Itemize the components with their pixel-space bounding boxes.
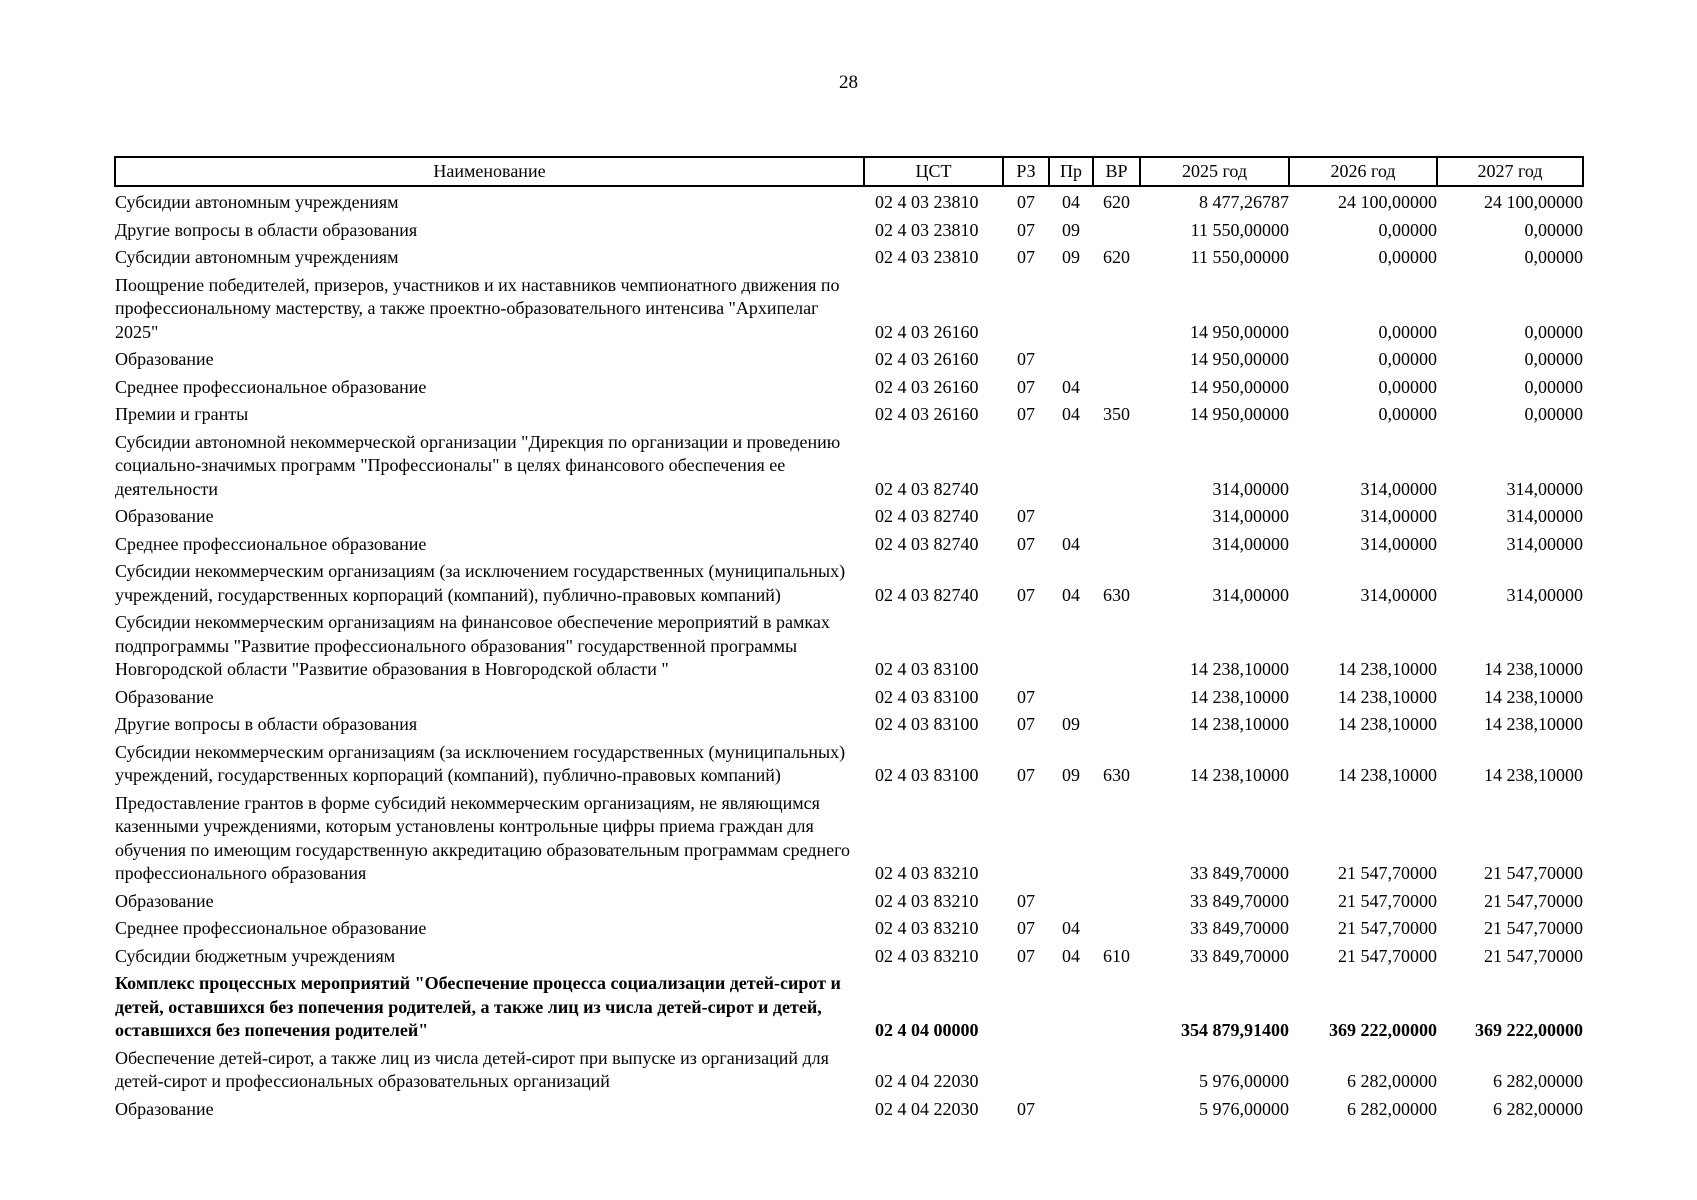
header-cst: ЦСТ — [864, 157, 1003, 186]
row-2025: 314,00000 — [1212, 506, 1289, 526]
table-row — [115, 1043, 1583, 1094]
table-row — [115, 607, 1583, 682]
row-cst: 02 4 03 82740 — [875, 584, 979, 605]
row-cst: 02 4 03 83100 — [875, 659, 979, 679]
row-vr — [1093, 607, 1140, 682]
row-cst: 02 4 03 23810 — [875, 219, 979, 240]
row-rz: 07 — [1017, 714, 1035, 734]
row-name: Субсидии некоммерческим организациям (за исключением государственных (муниципальных) учреждений, государственных корпораций (компаний), публично-правовых компаний) — [115, 561, 846, 605]
row-rz: 07 — [1017, 765, 1035, 785]
row-cst: 02 4 03 83100 — [875, 765, 979, 785]
row-name: Комплекс процессных мероприятий "Обеспечение процесса социализации детей-сирот и детей, оставшихся без попечения родителей, а также лиц из числа детей-сирот и детей, оставшихся без попечения родителей" — [115, 973, 841, 1040]
row-vr: 350 — [1103, 404, 1130, 424]
row-rz — [1003, 270, 1049, 345]
row-vr — [1093, 501, 1140, 529]
row-name: Субсидии автономной некоммерческой организации "Дирекция по организации и проведению социально-значимых программ "Профессионалы" в целях финансового обеспечения ее деятельности — [115, 431, 841, 499]
row-2025: 14 950,00000 — [1190, 404, 1289, 424]
row-vr — [1093, 529, 1140, 557]
row-2025: 14 950,00000 — [1190, 376, 1289, 397]
row-vr — [1093, 682, 1140, 710]
table-row — [115, 1094, 1583, 1122]
row-pr — [1049, 270, 1093, 345]
row-cst: 02 4 03 26160 — [875, 321, 979, 342]
row-2027: 0,00000 — [1524, 247, 1583, 267]
table-row — [115, 529, 1583, 557]
row-pr: 09 — [1062, 247, 1080, 267]
row-rz: 07 — [1017, 192, 1035, 212]
row-rz: 07 — [1017, 349, 1035, 369]
row-2026: 21 547,70000 — [1338, 918, 1437, 938]
table-row — [115, 215, 1583, 243]
header-2027: 2027 год — [1437, 157, 1583, 186]
page-number: 28 — [839, 72, 858, 93]
row-rz — [1003, 968, 1049, 1043]
row-cst: 02 4 03 83210 — [875, 890, 979, 911]
header-2025: 2025 год — [1140, 157, 1289, 186]
row-name: Субсидии бюджетным учреждениям — [115, 945, 396, 966]
row-vr — [1093, 913, 1140, 941]
row-2025: 33 849,70000 — [1190, 890, 1289, 911]
row-2025: 33 849,70000 — [1190, 945, 1289, 966]
table-row — [115, 344, 1583, 372]
row-vr — [1093, 344, 1140, 372]
table-row — [115, 788, 1583, 886]
row-vr — [1093, 709, 1140, 737]
row-2025: 33 849,70000 — [1190, 918, 1289, 938]
row-2026: 14 238,10000 — [1338, 765, 1437, 785]
table-row — [115, 427, 1583, 502]
table-row — [115, 242, 1583, 270]
row-vr — [1093, 270, 1140, 345]
table-row — [115, 737, 1583, 788]
row-rz: 07 — [1017, 533, 1035, 554]
row-2025: 314,00000 — [1212, 584, 1289, 605]
header-name: Наименование — [115, 157, 864, 186]
row-2027: 14 238,10000 — [1484, 714, 1583, 734]
row-2026: 0,00000 — [1378, 247, 1437, 267]
row-pr: 04 — [1062, 376, 1080, 397]
row-2027: 314,00000 — [1506, 506, 1583, 526]
table-row — [115, 968, 1583, 1043]
row-cst: 02 4 04 22030 — [875, 1098, 979, 1119]
row-name: Поощрение победителей, призеров, участников и их наставников чемпионатного движения по профессиональному мастерству, а также проектно-образовательного интенсива "Архипелаг 2025" — [115, 274, 840, 342]
row-2026: 0,00000 — [1378, 376, 1437, 397]
table-row — [115, 501, 1583, 529]
row-2027: 14 238,10000 — [1484, 686, 1583, 707]
row-2026: 14 238,10000 — [1338, 659, 1437, 679]
row-2025: 11 550,00000 — [1190, 247, 1289, 267]
row-2026: 0,00000 — [1378, 349, 1437, 369]
row-2027: 0,00000 — [1524, 321, 1583, 342]
budget-table — [114, 156, 1584, 1121]
row-2027: 369 222,00000 — [1475, 1020, 1583, 1040]
row-vr — [1093, 788, 1140, 886]
row-cst: 02 4 03 26160 — [875, 376, 979, 397]
table-row — [115, 270, 1583, 345]
row-pr — [1049, 788, 1093, 886]
row-rz: 07 — [1017, 890, 1035, 911]
row-2026: 6 282,00000 — [1347, 1098, 1437, 1119]
row-vr: 630 — [1103, 584, 1130, 605]
row-name: Среднее профессиональное образование — [115, 918, 427, 938]
row-cst: 02 4 03 83210 — [875, 918, 979, 938]
row-cst: 02 4 03 83100 — [875, 714, 979, 734]
row-cst: 02 4 03 82740 — [875, 478, 979, 499]
row-cst: 02 4 03 26160 — [875, 404, 979, 424]
row-2027: 0,00000 — [1524, 349, 1583, 369]
row-vr — [1093, 427, 1140, 502]
row-name: Образование — [115, 349, 214, 369]
row-2025: 14 238,10000 — [1190, 765, 1289, 785]
row-name: Другие вопросы в области образования — [115, 219, 418, 240]
row-rz: 07 — [1017, 506, 1035, 526]
row-2027: 21 547,70000 — [1484, 918, 1583, 938]
row-name: Образование — [115, 1098, 214, 1119]
row-name: Среднее профессиональное образование — [115, 376, 427, 397]
table-row — [115, 399, 1583, 427]
table-row — [115, 709, 1583, 737]
row-pr: 04 — [1062, 404, 1080, 424]
row-vr — [1093, 372, 1140, 400]
row-cst: 02 4 03 23810 — [875, 192, 979, 212]
row-name: Обеспечение детей-сирот, а также лиц из числа детей-сирот при выпуске из организаций для детей-сирот и профессиональных образовательных организаций — [115, 1047, 829, 1091]
table-row — [115, 941, 1583, 969]
table-row — [115, 372, 1583, 400]
row-pr: 04 — [1062, 192, 1080, 212]
row-name: Премии и гранты — [115, 404, 249, 424]
row-2025: 314,00000 — [1212, 533, 1289, 554]
row-pr — [1049, 344, 1093, 372]
row-name: Другие вопросы в области образования — [115, 714, 418, 734]
row-rz: 07 — [1017, 219, 1035, 240]
row-2026: 6 282,00000 — [1347, 1071, 1437, 1091]
row-2025: 33 849,70000 — [1190, 863, 1289, 883]
row-rz — [1003, 607, 1049, 682]
row-2026: 314,00000 — [1360, 506, 1437, 526]
row-pr: 09 — [1062, 765, 1080, 785]
row-2027: 21 547,70000 — [1484, 945, 1583, 966]
row-2027: 314,00000 — [1506, 533, 1583, 554]
row-vr: 620 — [1103, 247, 1130, 267]
row-cst: 02 4 03 23810 — [875, 247, 979, 267]
row-2026: 24 100,00000 — [1338, 192, 1437, 212]
row-pr: 09 — [1062, 714, 1080, 734]
row-2025: 11 550,00000 — [1190, 219, 1289, 240]
row-pr — [1049, 1094, 1093, 1122]
row-name: Субсидии автономным учреждениям — [115, 192, 399, 212]
row-2026: 0,00000 — [1378, 219, 1437, 240]
header-pr: Пр — [1049, 157, 1093, 186]
row-vr — [1093, 886, 1140, 914]
row-2027: 6 282,00000 — [1493, 1071, 1583, 1091]
row-2026: 314,00000 — [1360, 478, 1437, 499]
table-row — [115, 186, 1583, 215]
row-2026: 21 547,70000 — [1338, 863, 1437, 883]
row-pr: 04 — [1062, 533, 1080, 554]
row-2025: 14 238,10000 — [1190, 659, 1289, 679]
row-pr — [1049, 886, 1093, 914]
row-2026: 21 547,70000 — [1338, 890, 1437, 911]
row-rz: 07 — [1017, 247, 1035, 267]
row-2026: 14 238,10000 — [1338, 714, 1437, 734]
row-rz: 07 — [1017, 376, 1035, 397]
row-name: Субсидии автономным учреждениям — [115, 247, 399, 267]
row-2025: 8 477,26787 — [1199, 192, 1289, 212]
row-rz: 07 — [1017, 686, 1035, 707]
row-cst: 02 4 03 82740 — [875, 506, 979, 526]
row-2027: 24 100,00000 — [1484, 192, 1583, 212]
table-body — [115, 186, 1583, 1121]
row-rz — [1003, 788, 1049, 886]
row-vr — [1093, 1094, 1140, 1122]
row-2025: 314,00000 — [1212, 478, 1289, 499]
row-vr — [1093, 215, 1140, 243]
row-rz: 07 — [1017, 584, 1035, 605]
header-rz: РЗ — [1003, 157, 1049, 186]
row-2027: 14 238,10000 — [1484, 765, 1583, 785]
header-2026: 2026 год — [1289, 157, 1437, 186]
row-rz: 07 — [1017, 1098, 1035, 1119]
row-cst: 02 4 03 83210 — [875, 863, 979, 883]
row-pr: 09 — [1062, 219, 1080, 240]
row-2025: 5 976,00000 — [1199, 1098, 1289, 1119]
table-header — [115, 157, 1583, 186]
row-cst: 02 4 03 26160 — [875, 349, 979, 369]
row-2025: 354 879,91400 — [1181, 1020, 1289, 1040]
table-row — [115, 886, 1583, 914]
row-cst: 02 4 03 83210 — [875, 945, 979, 966]
row-name: Среднее профессиональное образование — [115, 533, 427, 554]
row-cst: 02 4 03 83100 — [875, 686, 979, 707]
row-2027: 314,00000 — [1506, 478, 1583, 499]
row-cst: 02 4 04 00000 — [875, 1020, 979, 1040]
table-row — [115, 682, 1583, 710]
row-rz — [1003, 427, 1049, 502]
row-pr — [1049, 1043, 1093, 1094]
row-2026: 21 547,70000 — [1338, 945, 1437, 966]
row-rz: 07 — [1017, 945, 1035, 966]
row-2027: 0,00000 — [1524, 219, 1583, 240]
row-2027: 0,00000 — [1524, 376, 1583, 397]
row-pr — [1049, 427, 1093, 502]
table-row — [115, 556, 1583, 607]
row-vr: 610 — [1103, 945, 1130, 966]
row-vr — [1093, 1043, 1140, 1094]
row-cst: 02 4 03 82740 — [875, 533, 979, 554]
row-2027: 14 238,10000 — [1484, 659, 1583, 679]
row-2025: 5 976,00000 — [1199, 1071, 1289, 1091]
row-2026: 0,00000 — [1378, 321, 1437, 342]
header-vr: ВР — [1093, 157, 1140, 186]
row-vr: 620 — [1103, 192, 1130, 212]
row-2027: 0,00000 — [1524, 404, 1583, 424]
row-2025: 14 950,00000 — [1190, 349, 1289, 369]
row-rz — [1003, 1043, 1049, 1094]
row-2026: 14 238,10000 — [1338, 686, 1437, 707]
row-pr — [1049, 501, 1093, 529]
row-name: Предоставление грантов в форме субсидий некоммерческим организациям, не являющимся казенными учреждениями, которым установлены контрольные цифры приема граждан для обучения по имеющим государственную аккредитацию образовательным программам среднего профессионального образования — [115, 792, 851, 883]
table-row — [115, 913, 1583, 941]
row-vr — [1093, 968, 1140, 1043]
row-2027: 314,00000 — [1506, 584, 1583, 605]
row-vr: 630 — [1103, 765, 1130, 785]
row-rz: 07 — [1017, 404, 1035, 424]
row-name: Образование — [115, 686, 214, 707]
row-2027: 21 547,70000 — [1484, 890, 1583, 911]
row-2025: 14 238,10000 — [1190, 714, 1289, 734]
row-pr: 04 — [1062, 584, 1080, 605]
row-pr: 04 — [1062, 945, 1080, 966]
row-name: Субсидии некоммерческим организациям (за исключением государственных (муниципальных) учреждений, государственных корпораций (компаний), публично-правовых компаний) — [115, 741, 846, 785]
row-2026: 369 222,00000 — [1329, 1020, 1437, 1040]
row-2026: 314,00000 — [1360, 533, 1437, 554]
row-pr: 04 — [1062, 918, 1080, 938]
row-2025: 14 238,10000 — [1190, 686, 1289, 707]
row-name: Образование — [115, 890, 214, 911]
row-pr — [1049, 968, 1093, 1043]
row-name: Субсидии некоммерческим организациям на финансовое обеспечение мероприятий в рамках подпрограммы "Развитие профессионального образования" государственной программы Новгородской области "Развитие образования в Новгородской области " — [115, 612, 830, 679]
row-pr — [1049, 682, 1093, 710]
row-cst: 02 4 04 22030 — [875, 1071, 979, 1091]
row-2026: 0,00000 — [1378, 404, 1437, 424]
row-2025: 14 950,00000 — [1190, 321, 1289, 342]
row-rz: 07 — [1017, 918, 1035, 938]
row-name: Образование — [115, 506, 214, 526]
row-pr — [1049, 607, 1093, 682]
row-2027: 21 547,70000 — [1484, 863, 1583, 883]
row-2026: 314,00000 — [1360, 584, 1437, 605]
row-2027: 6 282,00000 — [1493, 1098, 1583, 1119]
